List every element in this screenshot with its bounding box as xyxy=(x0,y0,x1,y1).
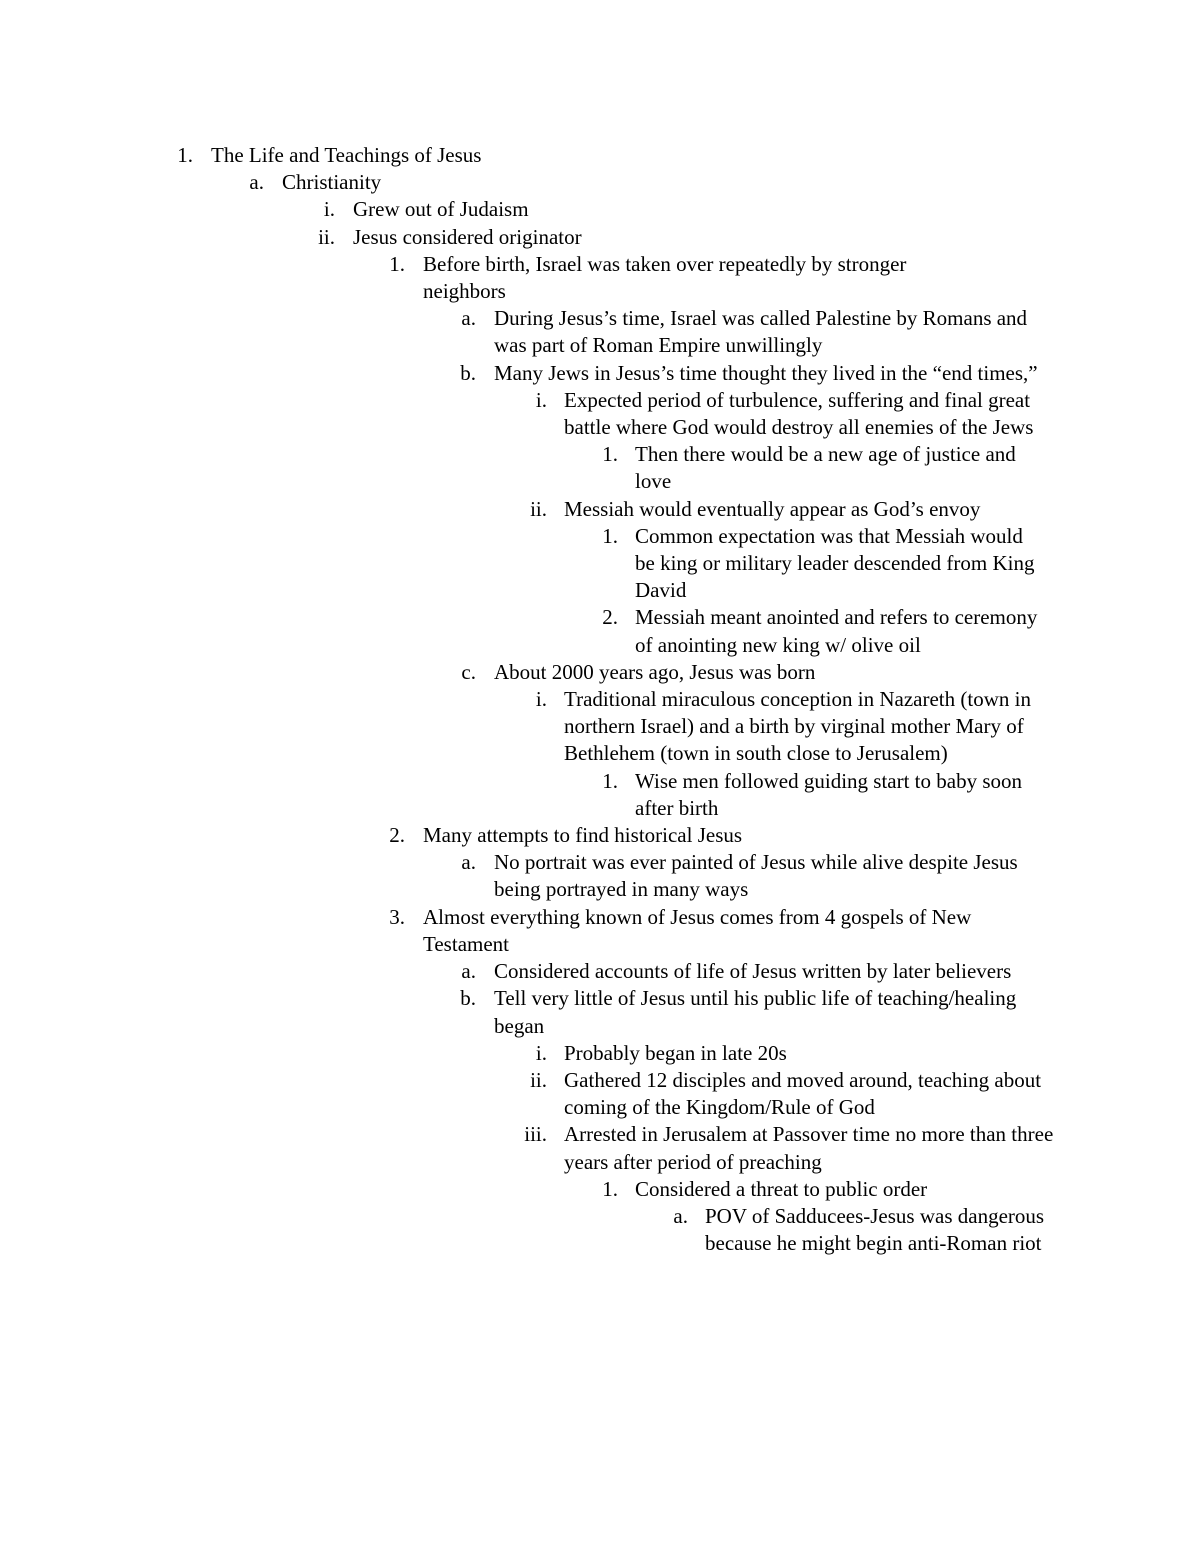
outline-item xyxy=(0,849,1200,903)
outline-item-marker: 1. xyxy=(389,251,405,276)
outline-item-marker: iii. xyxy=(524,1122,547,1147)
outline-item-marker: i. xyxy=(323,197,335,222)
outline-item xyxy=(0,496,1200,523)
outline-item-text: Considered a threat to public order xyxy=(635,1176,928,1201)
outline-item-text: Grew out of Judaism xyxy=(353,197,529,222)
outline-item xyxy=(0,169,1200,196)
outline-item-marker: i. xyxy=(535,387,547,412)
outline-item-text: Expected period of turbulence, suffering and final great battle where God would destroy all enemies of the Jews xyxy=(564,387,1034,440)
outline-item-text: Before birth, Israel was taken over repeatedly by stronger neighbors xyxy=(423,251,907,304)
outline-item-text: Almost everything known of Jesus comes from 4 gospels of New Testament xyxy=(423,904,972,956)
outline-item xyxy=(0,1067,1200,1121)
outline-item xyxy=(0,224,1200,251)
outline-item xyxy=(0,441,1200,495)
outline-item-text: Traditional miraculous conception in Nazareth (town in northern Israel) and a birth by virginal mother Mary of Bethlehem (town in south close to Jerusalem) xyxy=(564,687,1031,766)
outline-item xyxy=(0,523,1200,605)
outline-item-text: No portrait was ever painted of Jesus while alive despite Jesus being portrayed in many ways xyxy=(494,850,1018,902)
outline-item-text: Messiah meant anointed and refers to ceremony of anointing new king w/ olive oil xyxy=(635,605,1038,657)
outline-item-text: About 2000 years ago, Jesus was born xyxy=(494,659,816,684)
outline-item-marker: i. xyxy=(535,1040,547,1065)
outline-item xyxy=(0,686,1200,768)
outline-item-text: The Life and Teachings of Jesus xyxy=(211,143,482,167)
outline-item xyxy=(0,305,1200,359)
outline-item-text: Gathered 12 disciples and moved around, teaching about coming of the Kingdom/Rule of God xyxy=(564,1067,1042,1120)
outline-item-marker: ii. xyxy=(318,224,335,249)
outline-item-text: Wise men followed guiding start to baby soon after birth xyxy=(635,768,1023,820)
outline-item xyxy=(0,251,1200,305)
outline-item-marker: b. xyxy=(460,360,476,385)
outline-item-text: Then there would be a new age of justice and love xyxy=(635,442,1016,494)
outline-item xyxy=(0,1176,1200,1203)
outline-item-text: Many attempts to find historical Jesus xyxy=(423,823,743,848)
outline-item xyxy=(0,387,1200,441)
outline-item-marker: 1. xyxy=(177,143,193,167)
outline-item xyxy=(0,196,1200,223)
outline-item-text: Probably began in late 20s xyxy=(564,1040,787,1065)
outline-item-marker: 1. xyxy=(602,768,618,793)
outline-item xyxy=(0,958,1200,985)
outline-item xyxy=(0,604,1200,658)
outline-item-text: Common expectation was that Messiah would be king or military leader descended from King David xyxy=(635,523,1035,603)
outline-item-text: During Jesus’s time, Israel was called Palestine by Romans and was part of Roman Empire unwillingly xyxy=(494,306,1028,358)
outline-item-text: POV of Sadducees-Jesus was dangerous because he might begin anti-Roman riot xyxy=(705,1203,1045,1256)
outline-item-marker: 2. xyxy=(389,823,405,848)
outline-item xyxy=(0,985,1200,1039)
outline-item xyxy=(0,822,1200,849)
outline-item xyxy=(0,904,1200,958)
outline-item-marker: a. xyxy=(249,170,264,195)
outline-item-marker: ii. xyxy=(530,496,547,521)
outline-item-marker: a. xyxy=(461,850,476,875)
outline-item-marker: c. xyxy=(461,659,476,684)
outline-item xyxy=(0,1203,1200,1257)
outline-item-marker: a. xyxy=(673,1203,688,1228)
outline-item-marker: a. xyxy=(461,306,476,331)
outline-item-text: Arrested in Jerusalem at Passover time no more than three years after period of preaching xyxy=(564,1122,1054,1174)
outline-item xyxy=(0,768,1200,822)
outline-item-marker: 2. xyxy=(602,605,618,630)
outline-item xyxy=(0,1121,1200,1175)
outline-item-text: Tell very little of Jesus until his public life of teaching/healing began xyxy=(494,986,1017,1038)
outline-item-text: Messiah would eventually appear as God’s envoy xyxy=(564,496,981,521)
outline-item-marker: i. xyxy=(535,687,547,712)
outline-item-marker: 1. xyxy=(602,1176,618,1201)
outline-item-text: Many Jews in Jesus’s time thought they lived in the “end times,” xyxy=(494,360,1038,385)
outline-item-marker: b. xyxy=(460,986,476,1011)
outline-item-marker: 1. xyxy=(602,523,618,548)
outline-item-marker: ii. xyxy=(530,1067,547,1092)
outline-item xyxy=(0,1040,1200,1067)
outline-item-marker: 1. xyxy=(602,442,618,467)
notes-outline xyxy=(0,142,1200,1257)
outline-item xyxy=(0,360,1200,387)
outline-item-marker: a. xyxy=(461,959,476,984)
outline-item-text: Jesus considered originator xyxy=(353,224,582,249)
outline-item-text: Christianity xyxy=(282,170,382,195)
outline-item-text: Considered accounts of life of Jesus written by later believers xyxy=(494,959,1012,984)
outline-item xyxy=(0,142,1200,169)
outline-item-marker: 3. xyxy=(389,904,405,929)
outline-item xyxy=(0,659,1200,686)
